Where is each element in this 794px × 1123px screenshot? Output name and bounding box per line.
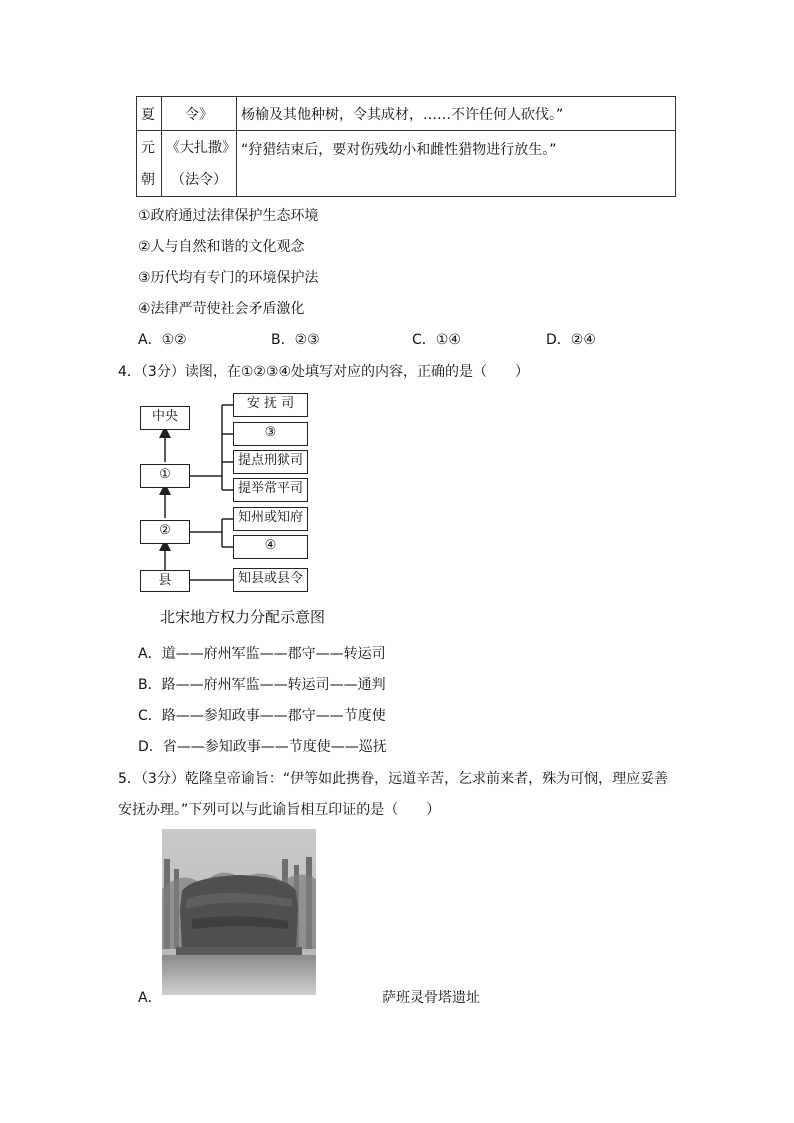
- diagram-box-3: ③: [233, 422, 308, 446]
- diagram-caption: 北宋地方权力分配示意图: [160, 608, 326, 626]
- dynasty-line: 元: [141, 139, 155, 156]
- power-diagram: [136, 392, 326, 632]
- diagram-box-tiju: 提举常平司: [233, 478, 308, 502]
- diagram-box-county: 县: [140, 570, 190, 592]
- table-cell-content: “狩猎结束后，要对伤残幼小和雌性猎物进行放生。”: [237, 131, 676, 197]
- q3-item: ②人与自然和谐的文化观念: [138, 239, 305, 255]
- law-type: （法令）: [171, 171, 227, 188]
- diagram-box-2: ②: [140, 520, 190, 544]
- q5-stem-line: 安抚办理。”下列可以与此谕旨相互印证的是（ ）: [118, 802, 441, 818]
- q5-stem-line: 5．（3分）乾隆皇帝谕旨：“伊等如此携眷，远道辛苦，乞求前来者，殊为可悯，理应妥善: [118, 771, 669, 787]
- stupa-ruins-photo: [162, 829, 316, 995]
- law-table: [136, 96, 676, 197]
- diagram-box-1: ①: [140, 464, 190, 488]
- table-cell-content: 杨榆及其他种树，令其成材，……不许任何人砍伐。”: [237, 97, 676, 131]
- table-row: [137, 97, 676, 131]
- table-row: [137, 131, 676, 197]
- table-cell-dynasty: 夏: [137, 97, 162, 131]
- q4-option-c: C．路——参知政事——郡守——节度使: [138, 708, 386, 724]
- q3-option-a: A．①②: [138, 332, 187, 348]
- table-cell-law: 令》: [162, 97, 237, 131]
- q3-option-c: C．①④: [412, 332, 461, 348]
- q3-option-d: D．②④: [546, 332, 596, 348]
- table-cell-law: [162, 131, 237, 197]
- dynasty-line: 朝: [141, 171, 155, 188]
- q5-option-a-caption: 萨班灵骨塔遗址: [382, 990, 480, 1006]
- q3-item: ①政府通过法律保护生态环境: [138, 208, 319, 224]
- q4-option-b: B．路——府州军监——转运司——通判: [138, 677, 386, 693]
- diagram-box-zhizhou: 知州或知府: [233, 507, 308, 531]
- q3-option-b: B．②③: [271, 332, 320, 348]
- diagram-box-anfusi: 安 抚 司: [233, 393, 308, 417]
- diagram-box-tidian: 提点刑狱司: [233, 450, 308, 474]
- diagram-box-zhixian: 知县或县令: [233, 568, 308, 592]
- table-cell-dynasty: [137, 131, 162, 197]
- q4-option-d: D．省——参知政事——节度使——巡抚: [138, 739, 387, 755]
- q3-item: ④法律严苛使社会矛盾激化: [138, 301, 305, 317]
- law-name: 《大扎撒》: [166, 139, 236, 156]
- q5-option-a-label: A．: [138, 990, 162, 1006]
- diagram-box-4: ④: [233, 535, 308, 559]
- diagram-box-central: 中央: [140, 406, 190, 430]
- q4-stem: 4．（3分）读图，在①②③④处填写对应的内容，正确的是（ ）: [118, 364, 530, 380]
- q3-item: ③历代均有专门的环境保护法: [138, 270, 319, 286]
- q4-option-a: A．道——府州军监——郡守——转运司: [138, 646, 386, 662]
